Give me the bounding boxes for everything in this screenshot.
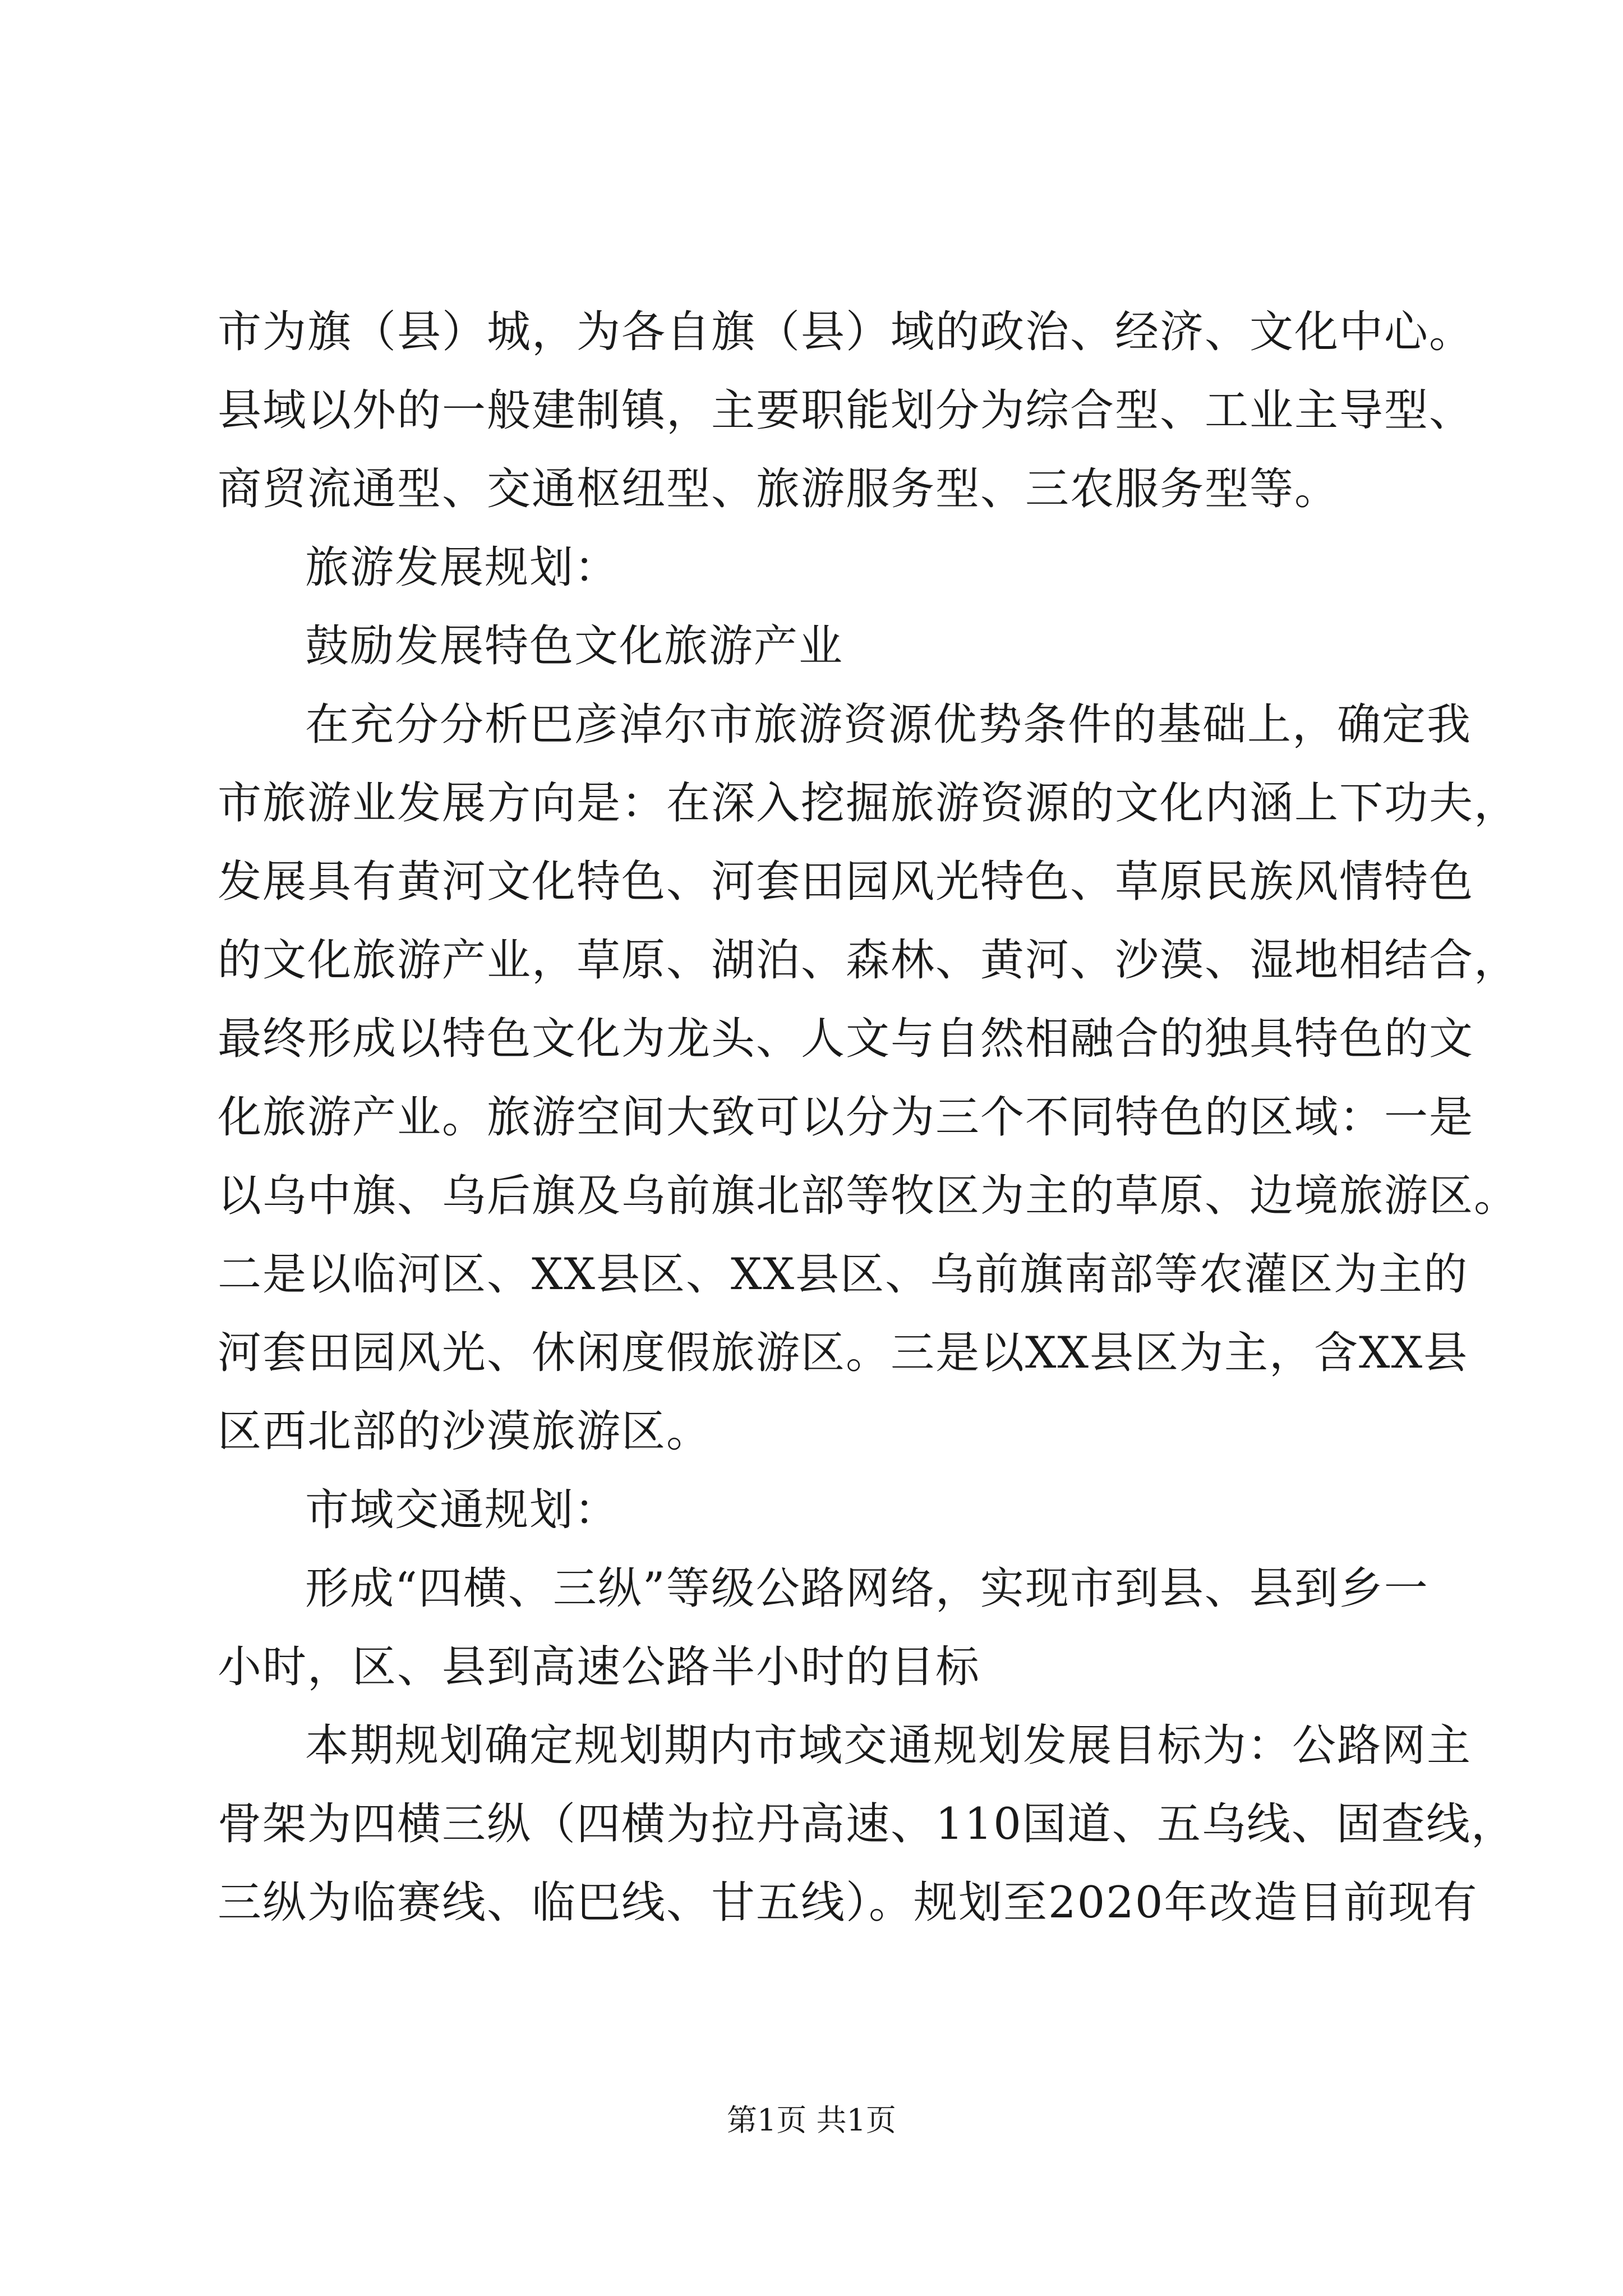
paragraph-start-line: 本期规划确定规划期内市域交通规划发展目标为：公路网主 <box>305 1720 1472 1771</box>
section-heading: 市域交通规划： <box>305 1485 620 1535</box>
text-line: 小时，区、县到高速公路半小时的目标 <box>218 1642 981 1692</box>
text-line: 化旅游产业。旅游空间大致可以分为三个不同特色的区域：一是 <box>218 1092 1474 1143</box>
text-line: 河套田园风光、休闲度假旅游区。三是以XX县区为主，含XX县 <box>218 1328 1469 1378</box>
section-heading: 旅游发展规划： <box>305 542 620 593</box>
text-line: 市旅游业发展方向是：在深入挖掘旅游资源的文化内涵上下功夫， <box>218 778 1519 829</box>
subheading: 形成“四横、三纵”等级公路网络，实现市到县、县到乡一 <box>305 1563 1429 1614</box>
paragraph-start-line: 在充分分析巴彦淖尔市旅游资源优势条件的基础上，确定我 <box>305 700 1472 750</box>
subheading: 鼓励发展特色文化旅游产业 <box>305 621 844 671</box>
text-line: 县域以外的一般建制镇，主要职能划分为综合型、工业主导型、 <box>218 385 1474 436</box>
page-number-footer: 第1页 共1页 <box>727 2102 896 2138</box>
text-line: 最终形成以特色文化为龙头、人文与自然相融合的独具特色的文 <box>218 1014 1474 1064</box>
text-line: 区西北部的沙漠旅游区。 <box>218 1406 712 1457</box>
text-line: 二是以临河区、XX县区、XX县区、乌前旗南部等农灌区为主的 <box>218 1249 1469 1300</box>
text-line: 商贸流通型、交通枢纽型、旅游服务型、三农服务型等。 <box>218 464 1340 514</box>
text-line: 骨架为四横三纵（四横为拉丹高速、110国道、五乌线、固查线， <box>218 1799 1516 1849</box>
text-line: 发展具有黄河文化特色、河套田园风光特色、草原民族风情特色 <box>218 857 1474 907</box>
text-line: 的文化旅游产业，草原、湖泊、森林、黄河、沙漠、湿地相结合， <box>218 935 1519 986</box>
text-line: 市为旗（县）城，为各自旗（县）域的政治、经济、文化中心。 <box>218 307 1474 357</box>
text-line: 三纵为临赛线、临巴线、甘五线）。规划至2020年改造目前现有 <box>218 1878 1478 1928</box>
text-line: 以乌中旗、乌后旗及乌前旗北部等牧区为主的草原、边境旅游区。 <box>218 1171 1519 1221</box>
